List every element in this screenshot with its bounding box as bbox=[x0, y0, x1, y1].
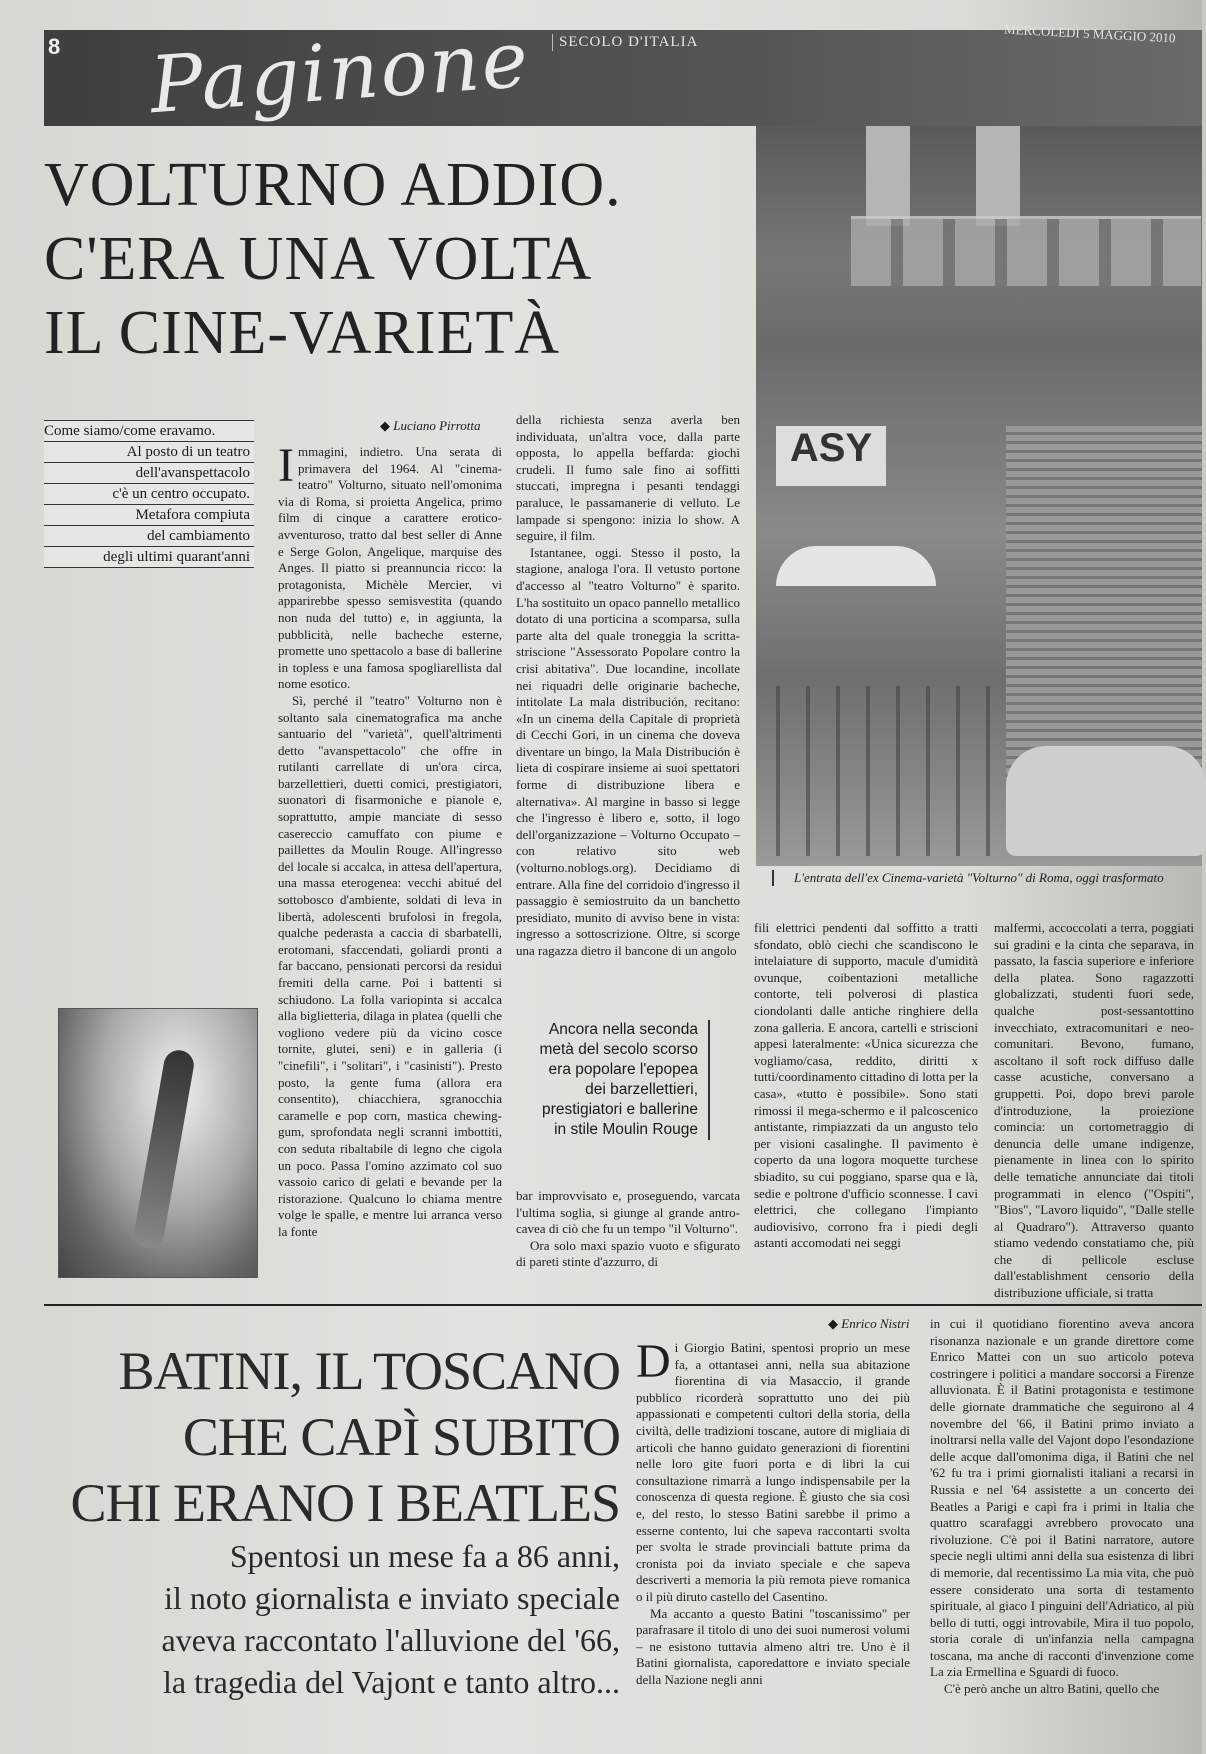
section-divider bbox=[44, 1304, 1202, 1306]
dropcap: D bbox=[636, 1335, 671, 1388]
article1-column-1 bbox=[278, 439, 502, 1280]
tag-line: degli ultimi quarant'anni bbox=[44, 547, 254, 568]
masthead: SECOLO D'ITALIA bbox=[552, 34, 698, 51]
article1-tagline bbox=[44, 420, 254, 568]
cinema-photo bbox=[756, 126, 1202, 866]
article2-column-1 bbox=[636, 1335, 910, 1746]
paragraph: della richiesta senza averla ben individuata, un'altra voce, dalla parte opposta, lo appella beffarda: giochi crudeli. Il fumo sale fino ai soffitti stuccati, impregna i pesanti tendaggi paraluce, le passamanerie di velluto. Le lampade si spengono: inizia lo show. A seguire, il film. bbox=[516, 412, 740, 544]
tag-line: c'è un centro occupato. bbox=[44, 484, 254, 505]
dancer-figure bbox=[132, 1048, 196, 1250]
paragraph: fili elettrici pendenti dal soffitto a tratti sfondato, oblò ciechi che scandiscono le intelaiature di supporto, macule d'umidità ovunque, coibentazioni metalliche contorte, teli polverosi di plastica ciondolanti dalle antiche ringhiere della zona galleria. E ancora, cartelli e striscioni appesi lateralmente: «Unica sicurezza che vogliamo/casa, reddito, diritti x tutti/coordinamento cittadino di lotta per la casa», «tutto è possibile». Sono stati rimossi il mega-schermo e il palcoscenico antistante, rimpiazzati da un angusto telo per visioni casalinghe. Il pavimento è coperto da una logora moquette turchese sbiadito, su cui poggiano, sparse qua e là, sedie e poltrone d'ufficio sconnesse. I cavi elettrici, che collegano l'impianto audiovisivo, corrono fra i piedi degli astanti accomodati nei seggi bbox=[754, 920, 978, 1251]
article1-column-3 bbox=[754, 920, 978, 1282]
article1-headline bbox=[44, 148, 764, 370]
paragraph: bar improvvisato e, proseguendo, varcata l'ultima soglia, si giunge al grande antro-cavea di ciò che fu un tempo "il Volturno". bbox=[516, 1188, 740, 1237]
tag-line: dell'avanspettacolo bbox=[44, 463, 254, 484]
headline-line: IL CINE-VARIETÀ bbox=[44, 299, 561, 367]
article2-column-2 bbox=[930, 1316, 1194, 1746]
photo-car bbox=[1006, 746, 1206, 856]
photo-balcony bbox=[851, 216, 1201, 286]
showgirl-illustration bbox=[58, 1008, 258, 1278]
photo-sign: ASY bbox=[776, 426, 886, 486]
headline-line: CHI ERANO I BEATLES bbox=[70, 1473, 620, 1533]
paragraph: i Giorgio Batini, spentosi proprio un mese fa, a ottantasei anni, nella sua abitazione fiorentina di via Masaccio, il grande pubblico ricorderà soprattutto uno dei più appassionati e competenti cultori della storia, della civiltà, delle tradizioni toscane, autore di migliaia di articoli che hanno guidato generazioni di fiorentini nelle loro gite fuori porta e di libri la cui consultazione rimarrà a lungo indispensabile per la conoscenza di questa regione. È giusto che sia così e, del resto, lo stesso Batini sarebbe il primo a esserne contento, lui che sapeva raccontarti svolta per svolta le strade provinciali battute prima da cronista poi da inviato speciale e che sapeva descriverti a memoria la più remota pieve romanica o il più diruto castello del Casentino. bbox=[636, 1340, 910, 1604]
article1-column-2b bbox=[516, 1188, 740, 1284]
article1-byline: ◆ Luciano Pirrotta bbox=[380, 418, 481, 434]
photo-umbrella bbox=[776, 546, 936, 586]
article2-headline bbox=[60, 1338, 620, 1536]
page-number: 8 bbox=[48, 34, 61, 59]
pull-quote: Ancora nella seconda metà del secolo scorso era popolare l'epopea dei barzellettieri, prestigiatori e ballerine in stile Moulin Rouge bbox=[530, 1020, 710, 1140]
article1-column-2 bbox=[516, 412, 740, 1000]
headline-line: VOLTURNO ADDIO. bbox=[44, 151, 622, 219]
headline-line: BATINI, IL TOSCANO bbox=[118, 1341, 620, 1401]
photo-column bbox=[866, 126, 910, 226]
paragraph: mmagini, indietro. Una serata di primavera del 1964. Al "cinema-teatro" Volturno, situato nell'omonima via di Roma, si proietta Angelica, primo film di cinque a carattere erotico-avventuroso, tratto dal best seller di Anne e Serge Golon, Angelique, marquise des Anges. Il piatto si preannuncia ricco: la protagonista, Michèle Mercier, vi apparirebbe spesso semisvestita (quando non nuda del tutto) e, in aggiunta, la pubblicità, nelle bacheche esterne, promette uno spettacolo a base di ballerine in topless e una famosa spogliarellista dal nome esotico. bbox=[278, 444, 502, 692]
headline-line: CHE CAPÌ SUBITO bbox=[182, 1407, 620, 1467]
deck-line: il noto giornalista e inviato speciale bbox=[164, 1580, 620, 1616]
photo-caption: L'entrata dell'ex Cinema-varietà "Volturno" di Roma, oggi trasformato bbox=[772, 870, 1202, 886]
deck-line: la tragedia del Vajont e tanto altro... bbox=[162, 1664, 620, 1700]
dateline: MERCOLEDÌ 5 MAGGIO 2010 bbox=[1003, 21, 1176, 46]
article2-byline: ◆ Enrico Nistri bbox=[828, 1316, 910, 1332]
paragraph: Ora solo maxi spazio vuoto e sfigurato di pareti stinte d'azzurro, di bbox=[516, 1237, 740, 1270]
paragraph: in cui il quotidiano fiorentino aveva ancora risonanza nazionale e un grande direttore come Enrico Mattei con un suo articolo poteva costringere i politici a mandare soccorsi a Firenze alluvionata. È il Batini protagonista e testimone delle giornate drammatiche che seguirono al 4 novembre del '66, il Batini primo inviato a inoltrarsi nella valle del Vajont dopo l'esondazione delle acque dall'omonima diga, il Batini che nel '62 fu tra i primi giornalisti italiani a recarsi in Russia e nel '64 assistette a un concerto dei Beatles a Parigi e capì fra i primi in Italia che quattro scarafaggi avrebbero provocato una rivoluzione. C'è poi il Batini narratore, autore specie negli ultimi anni della sua esistenza di libri di memorie, dal recentissimo La mia vita, che può essere considerato una sorta di testamento spirituale, al giaco I pinguini dell'Adriatico, al più bello di tutti, oggi introvabile, Mira il tuo popolo, storia corale di un'infanzia nella campagna toscana, ma anche di racconti d'invenzione come La zia Ermellina e Sguardi di fuoco. bbox=[930, 1316, 1194, 1680]
deck-line: Spentosi un mese fa a 86 anni, bbox=[229, 1538, 620, 1574]
headline-line: C'ERA UNA VOLTA bbox=[44, 225, 593, 293]
photo-tables bbox=[776, 686, 996, 856]
paragraph: Sì, perché il "teatro" Volturno non è soltanto sala cinematografica ma anche santuario del "varietà", quell'altrimenti detto "avanspettacolo" che offre in rutilanti carrellate di un'ora circa, barzellettieri, duetti comici, prestigiatori, suonatori di fisarmoniche e pianole e, soprattutto, ampie manciate di sesso casereccio camuffato con piume e paillettes da Moulin Rouge. All'ingresso del locale si accalca, in attesa dell'apertura, una massa eterogenea: vecchi abitué del sottobosco d'ambiente, soldati di leva in libertà, adolescenti brufolosi in fregola, qualche pederasta a caccia di sbarbatelli, erotomani, sfaccendati, goliardi pronti a far baccano, pensionati percorsi da residui fremiti della carne. Poi i battenti si schiudono. La folla variopinta si accalca alla biglietteria, dilaga in platea (quelli che vogliono vedere più da vicino cosce tornite, glutei, seni) e in galleria (i "cinefili", i "solitari", i "casinisti"). Presto posto, la gente fuma (allora era consentito), chiacchiera, sgranocchia caramelle e pop corn, mastica chewing-gum, sprofondata negli scranni imbottiti, con seduta ribaltabile di legno che cigola un poco. Passa l'omino azzimato col suo vassoio carico di gelati e bevande per la ristorazione. Qualcuno lo chiama mentre volge le spalle, e mentre lui arranca verso la fonte bbox=[278, 692, 502, 1239]
section-title: Paginone bbox=[147, 14, 533, 132]
deck-line: aveva raccontato l'alluvione del '66, bbox=[161, 1622, 620, 1658]
paragraph: Ma accanto a questo Batini "toscanissimo" per parafrasare il titolo di uno dei suoi numerosi volumi – ne esistono tuttavia almeno altri tre. Uno è il Batini giornalista, caporedattore e inviato speciale della Nazione negli anni bbox=[636, 1605, 910, 1687]
tag-line: Al posto di un teatro bbox=[44, 442, 254, 463]
tag-line: del cambiamento bbox=[44, 526, 254, 547]
article1-column-4 bbox=[994, 920, 1194, 1301]
article2-deck bbox=[60, 1535, 620, 1703]
paragraph: malfermi, accoccolati a terra, poggiati sui gradini e la cinta che separava, in passato, la fascia superiore e inferiore della platea. Sono ragazzotti globalizzati, studenti fuori sede, qualche post-sessantottino invecchiato, extracomunitari e neo-comunitari. Bevono, fumano, ascoltano il soft rock diffuso dalle casse acustiche, conversano a gruppetti. Poi, dopo brevi parole d'introduzione, la proiezione comincia: un cortometraggio di denuncia delle umane indigenze, pienamente in linea con lo spirito delle tematiche annunciate dai titoli programmati in elenco ("Ospiti", "Bios", "Lavoro liquido", "Dalle stelle al Quadraro"). Attraverso quanto stiamo vedendo constatiamo che, più che di pellicole escluse dall'establishment censorio della distribuzione ufficiale, si tratta bbox=[994, 920, 1194, 1301]
paragraph: C'è però anche un altro Batini, quello che bbox=[944, 1681, 1160, 1697]
dropcap: I bbox=[278, 439, 294, 492]
photo-column bbox=[976, 126, 1020, 226]
tag-line: Metafora compiuta bbox=[44, 505, 254, 526]
paragraph: Istantanee, oggi. Stesso il posto, la stagione, analoga l'ora. Il vetusto portone d'accesso al "teatro Volturno" è sparito. L'ha sostituito un opaco pannello metallico dotato di una porticina a scomparsa, sulla parte alta del quale troneggia la scritta-striscione "Assessorato Popolare contro la crisi abitativa". Due locandine, incollate nei riquadri delle originarie bacheche, intitolate La mala distribución, recitano: «In un cinema della Capitale di proprietà di Cecchi Gori, in un cinema che doveva diventare un bingo, la Mala Distribución è lieta di cospirare insieme ai suoi spettatori forme di distribuzione libera e alternativa». Al margine in basso si legge che l'ingresso è libero e, sotto, il logo dell'organizzazione – Volturno Occupato – con relativo sito web (volturno.noblogs.org). Decidiamo di entrare. Alla fine del corridoio d'ingresso il passaggio è semiostruito da un banchetto presidiato, munito di avviso bene in vista: ingresso a sottoscrizione. Oltre, si scorge una ragazza dietro il bancone di un angolo bbox=[516, 544, 740, 958]
tag-line: Come siamo/come eravamo. bbox=[44, 420, 254, 442]
